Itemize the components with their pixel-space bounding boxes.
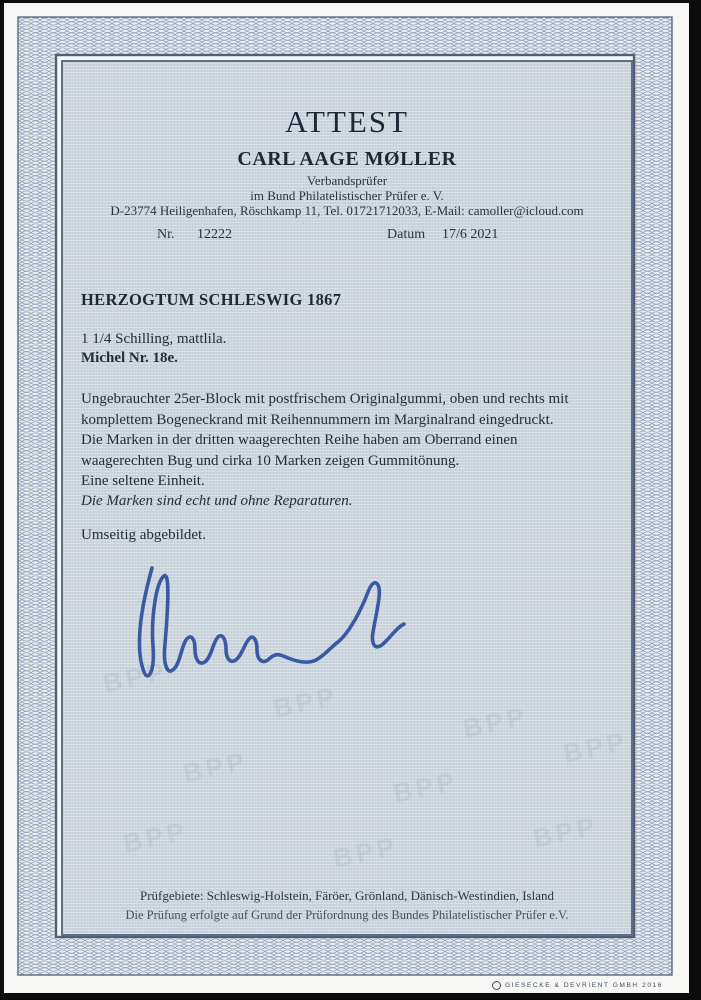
bpp-watermark: BPP xyxy=(390,765,461,809)
bpp-watermark: BPP xyxy=(460,700,531,744)
item-catalog: Michel Nr. 18e. xyxy=(81,350,178,366)
attest-title: ATTEST xyxy=(285,104,409,139)
certificate-paper xyxy=(61,60,633,936)
printer-imprint xyxy=(492,981,663,990)
bpp-watermark: BPP xyxy=(530,810,601,854)
bpp-watermark: BPP xyxy=(560,725,631,769)
gd-logo-icon xyxy=(492,981,501,990)
examiner-signature xyxy=(118,552,418,692)
examiner-role: Verbandsprüfer xyxy=(306,173,388,188)
item-denomination: 1 1/4 Schilling, mattlila. xyxy=(81,331,227,347)
nr-value: 12222 xyxy=(197,227,232,242)
bpp-watermark: BPP xyxy=(180,745,251,789)
datum-label: Datum xyxy=(387,227,426,242)
description-line: Ungebrauchter 25er-Block mit postfrischem Originalgummi, oben und rechts mit xyxy=(81,391,569,407)
examiner-contact: D-23774 Heiligenhafen, Röschkamp 11, Tel. 01721712033, E-Mail: camoller@icloud.com xyxy=(110,203,584,218)
description-line: waagerechten Bug und cirka 10 Marken zeigen Gummitönung. xyxy=(81,452,460,469)
verdict-line: Die Marken sind echt und ohne Reparaturen. xyxy=(81,493,353,509)
printer-text: GIESECKE & DEVRIENT GMBH 2016 xyxy=(505,982,663,989)
bpp-watermark: BPP xyxy=(330,830,401,874)
note-line: Umseitig abgebildet. xyxy=(81,527,206,543)
footer-areas: Prüfgebiete: Schleswig-Holstein, Färöer, Grönland, Dänisch-Westindien, Island xyxy=(140,888,554,903)
description-block xyxy=(81,389,616,492)
description-line: Die Marken in der dritten waagerechten Reihe haben am Oberrand einen xyxy=(81,432,518,448)
bpp-watermark: BPP xyxy=(120,815,191,859)
bpp-watermark: BPP xyxy=(100,655,171,699)
description-line: Eine seltene Einheit. xyxy=(81,473,205,489)
footer-basis: Die Prüfung erfolgte auf Grund der Prüfordnung des Bundes Philatelistischer Prüfer e.V. xyxy=(125,908,569,922)
examiner-association: im Bund Philatelistischer Prüfer e. V. xyxy=(250,188,444,203)
nr-label: Nr. xyxy=(157,227,175,242)
datum-value: 17/6 2021 xyxy=(442,227,499,242)
bpp-watermark: BPP xyxy=(270,680,341,724)
item-heading: HERZOGTUM SCHLESWIG 1867 xyxy=(81,290,342,309)
examiner-name: CARL AAGE MØLLER xyxy=(237,148,457,170)
description-line: komplettem Bogeneckrand mit Reihennummern im Marginalrand eingedruckt. xyxy=(81,411,554,428)
certificate-sheet xyxy=(4,3,689,993)
